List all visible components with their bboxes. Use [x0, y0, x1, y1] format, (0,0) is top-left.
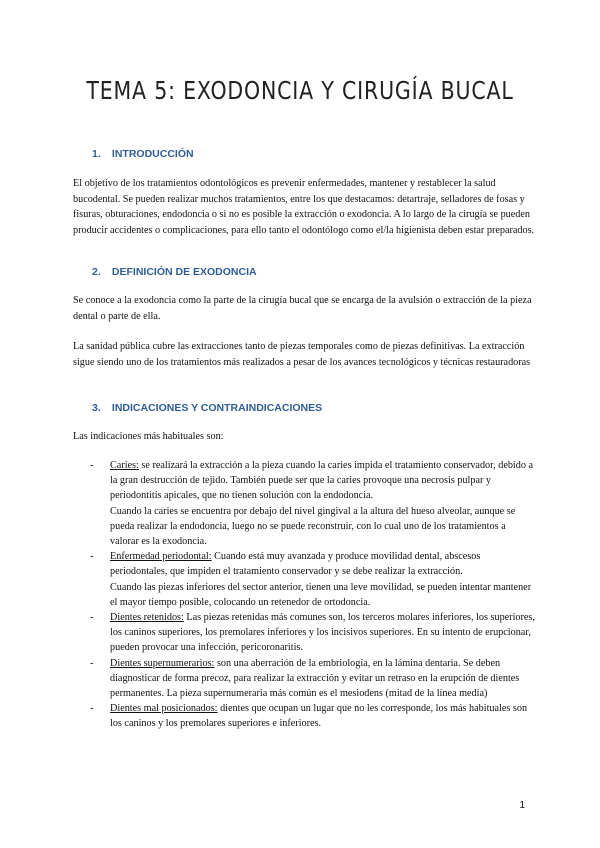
- section-heading-3: [92, 402, 322, 414]
- indications-list: [90, 458, 535, 732]
- list-text: Las piezas retenidas más comunes son, los terceros molares inferiores, los superiores, los caninos superiores, los premolares inferiores y los incisivos superiores. En su intento de erupcionar, pueden provocar una infección, pericoronaritis.: [110, 612, 535, 654]
- list-extra: Cuando las piezas inferiores del sector anterior, tienen una leve movilidad, se pueden intentar mantener el mayor tiempo posible, colocando un retenedor de ortodoncia.: [110, 581, 532, 608]
- list-term: Dientes supernumerarios:: [110, 657, 215, 669]
- bullet-dash: -: [90, 612, 94, 624]
- section-number: 1.: [92, 148, 101, 160]
- section-title: DEFINICIÓN DE EXODONCIA: [111, 266, 257, 278]
- bullet-dash: -: [90, 460, 94, 471]
- list-term: Dientes mal posicionados:: [110, 703, 218, 715]
- intro-paragraph: El objetivo de los tratamientos odontológicos es prevenir enfermedades, mantener y restablecer la salud bucodental. Se pueden realizar muchos tratamientos, entre los que destacamos: detartraje, selladores de fosas y fisuras, obturaciones, endodoncia o si no es posible la extracción o exodoncia. A lo largo de la cirugía se pueden producir accidentes o complicaciones, para ello tanto el odontólogo como el/la higienista deben estar preparados.: [73, 178, 535, 236]
- list-term: Dientes retenidos:: [110, 612, 184, 624]
- list-text: se realizará la extracción a la pieza cuando la caries impida el tratamiento conservador, debido a la gran destrucción de tejido. También puede ser que la caries provoque una necrosis pulpar y periodontitis apicales, que no tienen solución con la endodoncia.: [110, 460, 534, 502]
- list-text: son una aberración de la embriología, en la lámina dentaria. Se deben diagnosticar de forma precoz, para realizar la extracción y evitar un retraso en la erupción de dientes permanentes. La pieza supernumeraria más común es el mesiodens (mitad de la línea media): [110, 657, 520, 700]
- definition-paragraph: Se conoce a la exodoncia como la parte de la cirugía bucal que se encarga de la avulsión o extracción de la pieza dental o parte de ella.: [73, 295, 532, 322]
- bullet-dash: -: [90, 657, 94, 669]
- list-item: [90, 656, 535, 702]
- list-item: [90, 458, 535, 549]
- section-number: 2.: [92, 266, 101, 278]
- section-heading-1: [92, 148, 194, 160]
- section-number: 3.: [92, 402, 101, 414]
- list-text: dientes que ocupan un lugar que no les corresponde, los más habituales son los caninos y los premolares superiores e inferiores.: [110, 703, 528, 730]
- indications-intro: Las indicaciones más habituales son:: [73, 431, 224, 442]
- list-item: [90, 701, 535, 731]
- list-item: [90, 610, 535, 656]
- list-text: Cuando está muy avanzada y produce movilidad dental, abscesos periodontales, que impiden el tratamiento conservador y se debe realizar la extracción.: [110, 551, 481, 578]
- list-term: Caries:: [110, 460, 139, 471]
- page-number: 1: [519, 800, 525, 811]
- list-term: Enfermedad periodontal:: [110, 551, 212, 563]
- bullet-dash: -: [90, 703, 94, 715]
- list-item: [90, 549, 535, 610]
- list-extra: Cuando la caries se encuentra por debajo del nivel gingival a la altura del hueso alveolar, aunque se pueda realizar la endodoncia, luego no se puede reconstruir, con lo cual uno de los tratamientos a valorar es la exodoncia.: [110, 505, 516, 548]
- bullet-dash: -: [90, 551, 94, 563]
- section-heading-2: [92, 266, 257, 278]
- section-title: INDICACIONES Y CONTRAINDICACIONES: [111, 402, 323, 414]
- page-title: TEMA 5: EXODONCIA Y CIRUGÍA BUCAL: [86, 76, 514, 105]
- section-title: INTRODUCCIÓN: [111, 148, 194, 160]
- public-health-paragraph: La sanidad pública cubre las extracciones tanto de piezas temporales como de piezas definitivas. La extracción sigue siendo uno de los tratamientos más realizados a pesar de los avances tecnológicos y técnicas restauradoras: [73, 341, 531, 368]
